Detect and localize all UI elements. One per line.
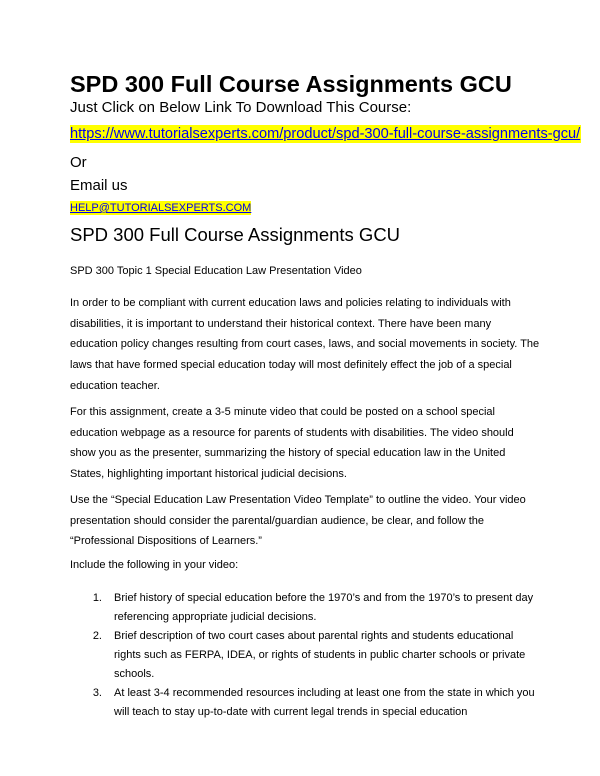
list-item-number: 3. — [92, 687, 102, 699]
email-label: Email us — [70, 177, 128, 194]
list-item-number: 1. — [92, 592, 102, 604]
email-link[interactable]: HELP@TUTORIALSEXPERTS.COM — [70, 202, 252, 214]
paragraph-assignment: For this assignment, create a 3-5 minute video that could be posted on a school special education webpage as a resource for parents of students with disabilities. The video should show you as the presenter, summarizing the history of special education law in the United States, highlighting important historical judicial decisions. — [70, 406, 514, 481]
list-item — [70, 627, 540, 684]
list-item-text: Brief description of two court cases about parental rights and students educational rights such as FERPA, IDEA, or rights of students in public charter schools or private schools. — [114, 630, 526, 680]
paragraph-template: Use the “Special Education Law Presentation Video Template” to outline the video. Your video presentation should consider the parental/guardian audience, be clear, and follow the “Professional Dispositions of Learners.” — [70, 494, 526, 548]
topic-title: SPD 300 Topic 1 Special Education Law Presentation Video — [70, 265, 362, 277]
list-item — [70, 684, 540, 722]
list-item-text: At least 3-4 recommended resources including at least one from the state in which you will teach to stay up-to-date with current legal trends in special education — [114, 687, 535, 718]
paragraph-intro: In order to be compliant with current education laws and policies relating to individuals with disabilities, it is important to understand their historical context. There have been many education policy changes resulting from court cases, laws, and social movements in society. The laws that have formed special education today will most definitely effect the job of a special education teacher. — [70, 297, 540, 392]
section-heading: SPD 300 Full Course Assignments GCU — [70, 224, 401, 245]
list-item-number: 2. — [92, 630, 102, 642]
requirements-list — [70, 589, 540, 722]
download-instruction: Just Click on Below Link To Download This Course: — [70, 99, 412, 116]
list-item-text: Brief history of special education before the 1970’s and from the 1970’s to present day referencing appropriate judicial decisions. — [114, 592, 534, 623]
or-text: Or — [70, 154, 87, 171]
page-title: SPD 300 Full Course Assignments GCU — [70, 71, 512, 97]
list-item — [70, 589, 540, 627]
course-download-link[interactable]: https://www.tutorialsexperts.com/product/spd-300-full-course-assignments-gcu/ — [70, 126, 581, 142]
paragraph-include: Include the following in your video: — [70, 559, 239, 571]
